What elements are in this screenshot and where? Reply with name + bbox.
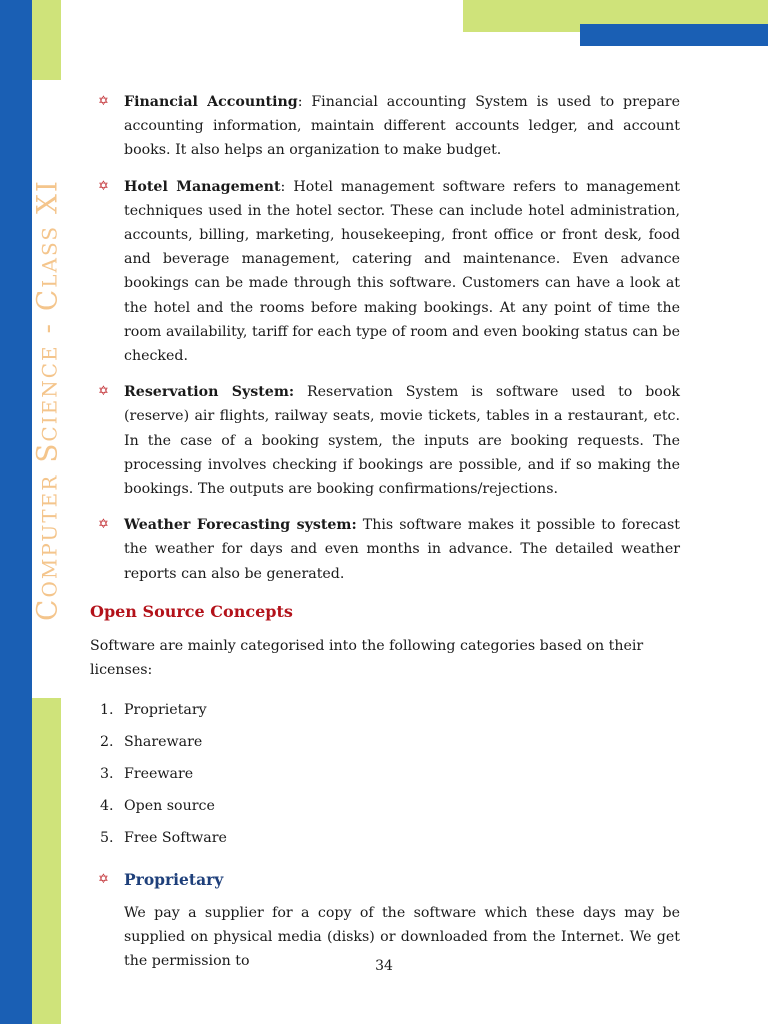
bullet-sep: :	[297, 94, 303, 110]
bullet-item	[90, 90, 680, 163]
bullet-item	[90, 513, 680, 586]
list-label: Proprietary	[124, 702, 207, 719]
top-blue-bar	[580, 24, 768, 46]
list-label: Shareware	[124, 734, 203, 751]
bullet-item	[90, 175, 680, 369]
bullet-text: Reservation System is software used to book (reserve) air flights, railway seats, movie tickets, tables in a restaurant, etc. In the case of a booking system, the inputs are booking requests. The processing involves checking if bookings are possible, and if so making the bookings. The outputs are booking confirmations/rejections.	[124, 384, 680, 498]
list-label: Free Software	[124, 830, 227, 847]
subheading	[90, 868, 680, 892]
list-number: 5.	[100, 830, 114, 847]
star-of-david-icon: ✡	[98, 872, 109, 888]
list-number: 1.	[100, 702, 114, 719]
bullet-term: Weather Forecasting system:	[124, 517, 357, 534]
star-of-david-icon: ✡	[98, 94, 109, 109]
list-item	[90, 758, 680, 790]
list-item	[90, 822, 680, 854]
bullet-text: Financial accounting System is used to prepare accounting information, maintain different accounts ledger, and account books. It also helps an organization to make budget.	[124, 94, 680, 159]
intro-text: Software are mainly categorised into the following categories based on their licenses:	[90, 638, 644, 679]
star-of-david-icon: ✡	[98, 384, 109, 400]
subheading-paragraph: We pay a supplier for a copy of the software which these days may be supplied on physical media (disks) or downloaded from the Internet. We get the permission to	[124, 904, 680, 970]
list-number: 3.	[100, 766, 114, 783]
list-label: Freeware	[124, 766, 194, 783]
section-heading: Open Source Concepts	[90, 601, 293, 621]
subheading-text: Proprietary	[124, 870, 224, 890]
left-green-bar-bottom	[32, 698, 61, 1024]
page-number: 34	[375, 958, 393, 974]
bullet-term: Reservation System:	[124, 384, 295, 401]
list-item	[90, 790, 680, 822]
side-title: Computer Science - Class XI	[30, 179, 64, 621]
bullet-term: Financial Accounting	[124, 94, 298, 110]
category-list	[90, 694, 680, 854]
bullet-sep: :	[280, 178, 286, 195]
list-item	[90, 726, 680, 758]
list-number: 4.	[100, 798, 114, 815]
list-number: 2.	[100, 734, 114, 751]
bullet-term: Hotel Management	[124, 178, 281, 195]
page-content	[90, 90, 680, 973]
list-item	[90, 694, 680, 726]
star-of-david-icon: ✡	[98, 178, 109, 194]
left-green-bar-top	[32, 0, 61, 80]
bullet-text: Hotel management software refers to management techniques used in the hotel sector. These can include hotel administration, accounts, billing, marketing, housekeeping, front office or front desk, food and beverage management, catering and maintenance. Even advance bookings can be made through this software. Customers can have a look at the hotel and the rooms before making bookings. At any point of time the room availability, tariff for each type of room and even booking status can be checked.	[124, 178, 680, 365]
bullet-text: This software makes it possible to forecast the weather for days and even months in advance. The detailed weather reports can also be generated.	[124, 517, 680, 582]
left-blue-bar	[0, 0, 32, 1024]
list-label: Open source	[124, 798, 215, 815]
star-of-david-icon: ✡	[98, 517, 109, 533]
bullet-item	[90, 380, 680, 501]
